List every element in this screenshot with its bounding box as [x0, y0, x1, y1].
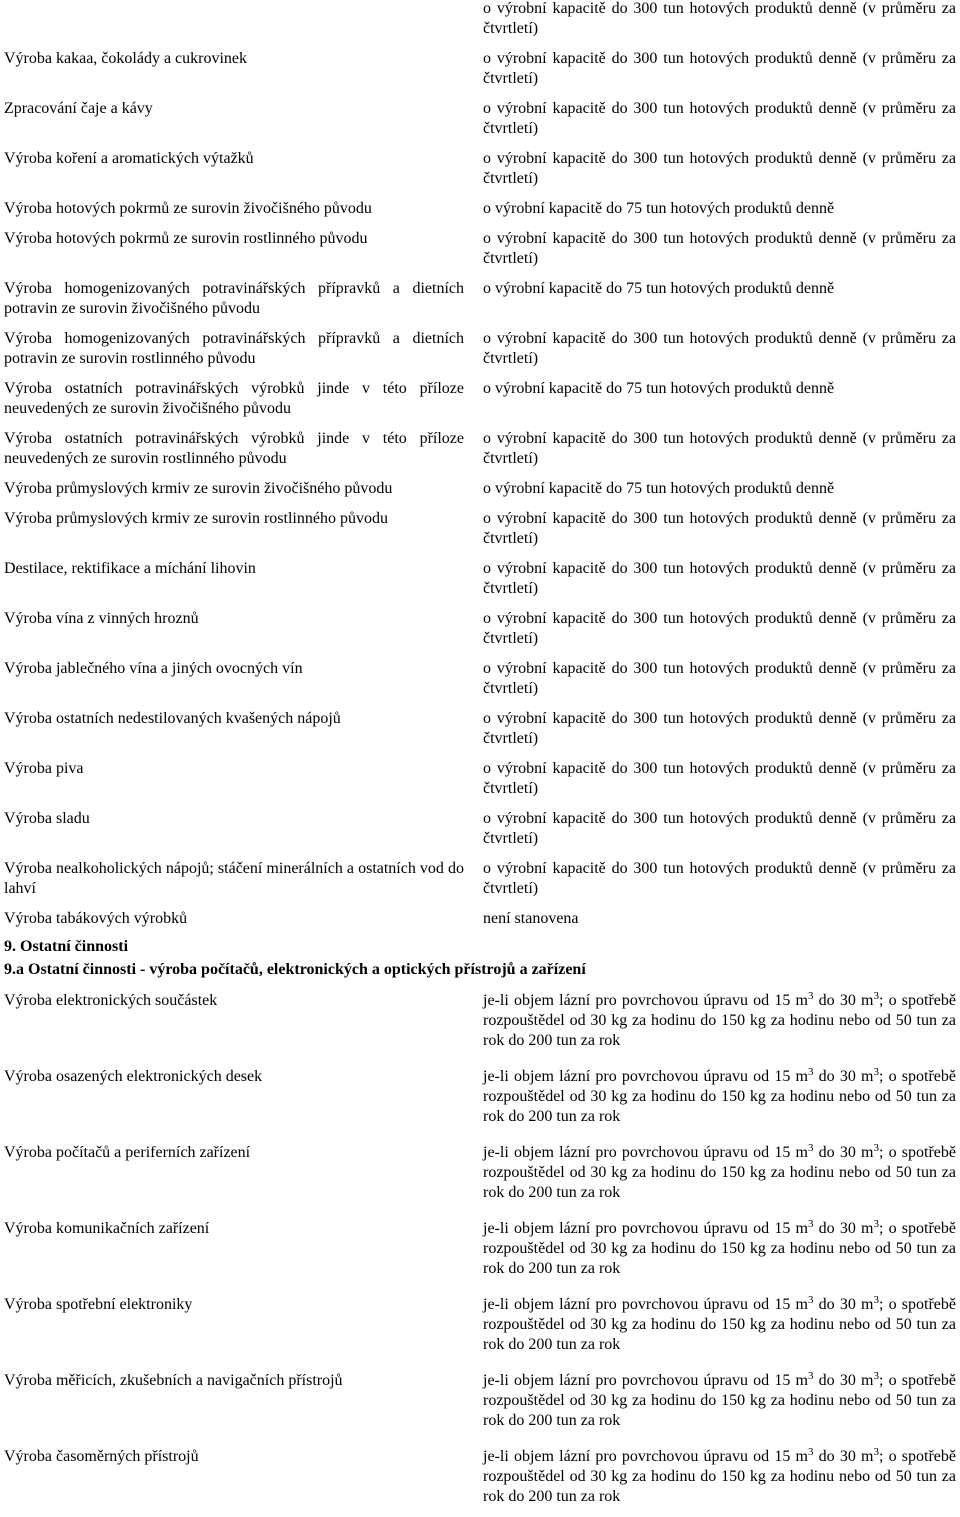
food-production-table	[0, 47, 960, 935]
table-row	[0, 757, 960, 807]
threshold-text: do 30 m	[813, 992, 874, 1009]
table-row	[0, 857, 960, 907]
activity-cell: Výroba ostatních nedestilovaných kvašených nápojů	[4, 710, 341, 727]
section-title	[0, 935, 960, 958]
activity-cell: Výroba tabákových výrobků	[4, 910, 188, 927]
table-row	[0, 1289, 960, 1365]
threshold-text: je-li objem lázní pro povrchovou úpravu od 15 m	[483, 1068, 808, 1085]
superscript: 3	[873, 1446, 879, 1458]
superscript: 3	[873, 1370, 879, 1382]
activity-cell: Výroba vína z vinných hroznů	[4, 610, 199, 627]
table-row	[0, 327, 960, 377]
activity-cell: Výroba hotových pokrmů ze surovin rostlinného původu	[4, 230, 368, 247]
superscript: 3	[873, 1294, 879, 1306]
table-row	[0, 807, 960, 857]
threshold-cell: o výrobní kapacitě do 300 tun hotových produktů denně (v průměru za čtvrtletí)	[483, 610, 956, 647]
threshold-text: do 30 m	[813, 1296, 874, 1313]
threshold-text: do 30 m	[813, 1144, 874, 1161]
threshold-cell: o výrobní kapacitě do 300 tun hotových produktů denně (v průměru za čtvrtletí)	[483, 230, 956, 267]
table-row	[0, 147, 960, 197]
threshold-cell: o výrobní kapacitě do 75 tun hotových produktů denně	[483, 200, 835, 217]
threshold-text: ; o spotřebě rozpouštědel od 30 kg za hodinu do 150 kg za hodinu nebo od 50 tun za rok do 200 tun za rok	[483, 992, 957, 1049]
activity-cell: Výroba sladu	[4, 810, 90, 827]
threshold-cell: o výrobní kapacitě do 300 tun hotových produktů denně (v průměru za čtvrtletí)	[483, 430, 956, 467]
activity-cell: Výroba nealkoholických nápojů; stáčení minerálních a ostatních vod do lahví	[4, 860, 464, 897]
activity-cell: Výroba jablečného vína a jiných ovocných vín	[4, 660, 303, 677]
threshold-cell: o výrobní kapacitě do 300 tun hotových produktů denně (v průměru za čtvrtletí)	[483, 510, 956, 547]
activity-cell: Výroba měřicích, zkušebních a navigačních přístrojů	[4, 1372, 343, 1389]
threshold-cell: o výrobní kapacitě do 300 tun hotových produktů denně (v průměru za čtvrtletí)	[483, 150, 956, 187]
threshold-cell	[483, 1067, 956, 1127]
table-row	[0, 1213, 960, 1289]
threshold-text: ; o spotřebě rozpouštědel od 30 kg za hodinu do 150 kg za hodinu nebo od 50 tun za rok do 200 tun za rok	[483, 1296, 957, 1353]
threshold-text: je-li objem lázní pro povrchovou úpravu od 15 m	[483, 1220, 808, 1237]
activity-cell: Výroba komunikačních zařízení	[4, 1220, 210, 1237]
threshold-text: je-li objem lázní pro povrchovou úpravu od 15 m	[483, 1372, 808, 1389]
table-row	[0, 377, 960, 427]
threshold-cell: o výrobní kapacitě do 300 tun hotových produktů denně (v průměru za čtvrtletí)	[483, 330, 956, 367]
table-row	[0, 477, 960, 507]
activity-cell: Výroba ostatních potravinářských výrobků jinde v této příloze neuvedených ze surovin živočišného původu	[4, 380, 464, 417]
activity-cell: Výroba elektronických součástek	[4, 992, 218, 1009]
section-9a-title: 9.a Ostatní činnosti - výroba počítačů, elektronických a optických přístrojů a zařízení	[4, 961, 586, 978]
threshold-cell: o výrobní kapacitě do 300 tun hotových produktů denně (v průměru za čtvrtletí)	[483, 710, 956, 747]
threshold-cell: o výrobní kapacitě do 300 tun hotových produktů denně (v průměru za čtvrtletí)	[483, 560, 956, 597]
threshold-text: do 30 m	[813, 1372, 874, 1389]
activity-cell: Výroba spotřební elektroniky	[4, 1296, 193, 1313]
activity-cell: Výroba homogenizovaných potravinářských přípravků a dietních potravin ze surovin rostlinného původu	[4, 330, 464, 367]
table-row	[0, 985, 960, 1061]
electronics-production-table	[0, 985, 960, 1517]
section-subtitle	[0, 958, 960, 985]
superscript: 3	[873, 1218, 879, 1230]
threshold-text: je-li objem lázní pro povrchovou úpravu od 15 m	[483, 1144, 808, 1161]
threshold-text: ; o spotřebě rozpouštědel od 30 kg za hodinu do 150 kg za hodinu nebo od 50 tun za rok do 200 tun za rok	[483, 1220, 957, 1277]
activity-cell: Výroba piva	[4, 760, 84, 777]
threshold-cell: o výrobní kapacitě do 300 tun hotových produktů denně (v průměru za čtvrtletí)	[483, 660, 956, 697]
table-row	[0, 607, 960, 657]
threshold-text: je-li objem lázní pro povrchovou úpravu od 15 m	[483, 1296, 808, 1313]
threshold-cell: o výrobní kapacitě do 300 tun hotových produktů denně (v průměru za čtvrtletí)	[483, 760, 956, 797]
activity-cell: Výroba koření a aromatických výtažků	[4, 150, 254, 167]
activity-cell: Výroba ostatních potravinářských výrobků jinde v této příloze neuvedených ze surovin rostlinného původu	[4, 430, 464, 467]
table-row	[0, 507, 960, 557]
activity-cell: Destilace, rektifikace a míchání lihovin	[4, 560, 256, 577]
threshold-cell: o výrobní kapacitě do 75 tun hotových produktů denně	[483, 480, 835, 497]
table-row	[0, 47, 960, 97]
superscript: 3	[807, 1370, 814, 1382]
activity-cell: Výroba časoměrných přístrojů	[4, 1448, 199, 1465]
activity-cell: Výroba počítačů a periferních zařízení	[4, 1144, 251, 1161]
table-row	[0, 657, 960, 707]
threshold-cell: není stanovena	[483, 910, 579, 927]
threshold-text: ; o spotřebě rozpouštědel od 30 kg za hodinu do 150 kg za hodinu nebo od 50 tun za rok do 200 tun za rok	[483, 1068, 957, 1125]
superscript: 3	[873, 1066, 879, 1078]
table-row	[0, 1061, 960, 1137]
table-row	[0, 1137, 960, 1213]
superscript: 3	[807, 1446, 814, 1458]
threshold-text: je-li objem lázní pro povrchovou úpravu od 15 m	[483, 992, 808, 1009]
threshold-text: do 30 m	[813, 1068, 874, 1085]
threshold-cell: o výrobní kapacitě do 300 tun hotových produktů denně (v průměru za čtvrtletí)	[483, 810, 956, 847]
superscript: 3	[807, 1294, 814, 1306]
activity-cell: Výroba hotových pokrmů ze surovin živočišného původu	[4, 200, 372, 217]
threshold-cell: o výrobní kapacitě do 75 tun hotových produktů denně	[483, 380, 835, 397]
superscript: 3	[807, 1142, 814, 1154]
threshold-text: ; o spotřebě rozpouštědel od 30 kg za hodinu do 150 kg za hodinu nebo od 50 tun za rok do 200 tun za rok	[483, 1372, 957, 1429]
activity-cell: Výroba průmyslových krmiv ze surovin rostlinného původu	[4, 510, 388, 527]
table-row	[0, 1441, 960, 1517]
table-row	[0, 227, 960, 277]
superscript: 3	[873, 1142, 879, 1154]
threshold-cell: o výrobní kapacitě do 300 tun hotových produktů denně (v průměru za čtvrtletí)	[483, 0, 956, 37]
table-row	[0, 1365, 960, 1441]
superscript: 3	[807, 1218, 814, 1230]
threshold-cell: o výrobní kapacitě do 75 tun hotových produktů denně	[483, 280, 835, 297]
table-row	[0, 197, 960, 227]
activity-cell: Výroba osazených elektronických desek	[4, 1068, 263, 1085]
threshold-cell: o výrobní kapacitě do 300 tun hotových produktů denně (v průměru za čtvrtletí)	[483, 860, 956, 897]
superscript: 3	[807, 1066, 814, 1078]
activity-cell: Výroba homogenizovaných potravinářských přípravků a dietních potravin ze surovin živočišného původu	[4, 280, 464, 317]
activity-cell: Výroba kakaa, čokolády a cukrovinek	[4, 50, 248, 67]
threshold-cell	[483, 1219, 956, 1279]
table-row	[0, 557, 960, 607]
threshold-text: do 30 m	[813, 1448, 874, 1465]
threshold-text: ; o spotřebě rozpouštědel od 30 kg za hodinu do 150 kg za hodinu nebo od 50 tun za rok do 200 tun za rok	[483, 1144, 957, 1201]
threshold-cell	[483, 1295, 956, 1355]
threshold-text: do 30 m	[813, 1220, 874, 1237]
threshold-cell	[483, 1447, 956, 1507]
activity-cell: Výroba průmyslových krmiv ze surovin živočišného původu	[4, 480, 393, 497]
superscript: 3	[873, 990, 879, 1002]
threshold-cell	[483, 1371, 956, 1431]
table-row	[0, 907, 960, 935]
activity-cell: Zpracování čaje a kávy	[4, 100, 153, 117]
threshold-text: ; o spotřebě rozpouštědel od 30 kg za hodinu do 150 kg za hodinu nebo od 50 tun za rok do 200 tun za rok	[483, 1448, 957, 1505]
section-9-title: 9. Ostatní činnosti	[4, 938, 129, 955]
threshold-cell	[483, 1143, 956, 1203]
threshold-text: je-li objem lázní pro povrchovou úpravu od 15 m	[483, 1448, 808, 1465]
table-row	[0, 427, 960, 477]
table-row	[0, 277, 960, 327]
superscript: 3	[807, 990, 814, 1002]
threshold-cell: o výrobní kapacitě do 300 tun hotových produktů denně (v průměru za čtvrtletí)	[483, 100, 956, 137]
table-row	[0, 707, 960, 757]
threshold-cell	[483, 991, 956, 1051]
table-row	[0, 0, 960, 47]
threshold-cell: o výrobní kapacitě do 300 tun hotových produktů denně (v průměru za čtvrtletí)	[483, 50, 956, 87]
table-row	[0, 97, 960, 147]
